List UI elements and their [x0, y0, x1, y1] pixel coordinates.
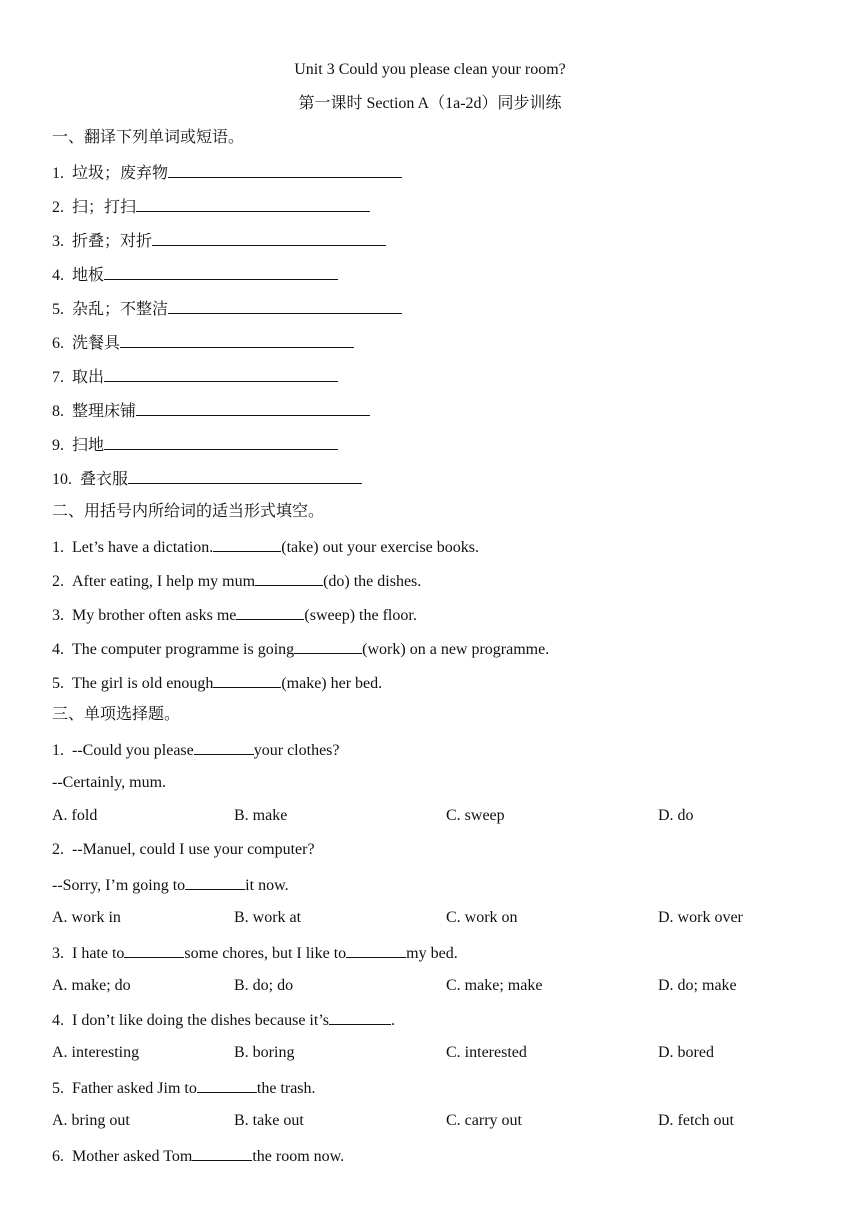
s1-item-4	[52, 264, 338, 286]
option-b[interactable]: B. boring	[234, 1044, 295, 1061]
item-number: 7.	[52, 369, 64, 386]
s3-q1-stem	[52, 739, 340, 761]
answer-blank[interactable]	[120, 332, 354, 348]
item-number: 4.	[52, 1012, 64, 1029]
answer-blank[interactable]	[329, 1009, 391, 1025]
sentence-end: (take) out your exercise books.	[281, 539, 479, 556]
sentence-start: The computer programme is going	[72, 641, 295, 658]
answer-blank[interactable]	[124, 942, 184, 958]
item-number: 6.	[52, 1148, 64, 1165]
item-text: 取出	[72, 369, 105, 386]
s3-q4-stem	[52, 1009, 395, 1031]
s1-item-2	[52, 196, 370, 218]
option-c[interactable]: C. sweep	[446, 807, 505, 824]
answer-blank[interactable]	[236, 604, 304, 620]
answer-blank[interactable]	[104, 366, 338, 382]
item-text: 扫地	[72, 437, 105, 454]
sentence-start: --Could you please	[72, 742, 194, 759]
item-text: 洗餐具	[72, 335, 121, 352]
option-b[interactable]: B. take out	[234, 1112, 304, 1129]
option-a[interactable]: A. interesting	[52, 1044, 140, 1061]
item-text: 杂乱；不整洁	[72, 301, 169, 318]
s1-item-7	[52, 366, 338, 388]
item-number: 4.	[52, 267, 64, 284]
item-number: 4.	[52, 641, 64, 658]
sentence-end: (do) the dishes.	[323, 573, 422, 590]
sentence-end: (make) her bed.	[281, 675, 383, 692]
sentence-end: the room now.	[252, 1148, 345, 1165]
s3-q2-reply	[52, 874, 289, 896]
item-number: 1.	[52, 742, 64, 759]
sentence-start: After eating, I help my mum	[72, 573, 256, 590]
option-d[interactable]: D. do	[658, 807, 694, 824]
item-text: 地板	[72, 267, 105, 284]
answer-blank[interactable]	[168, 298, 402, 314]
option-a[interactable]: A. fold	[52, 807, 98, 824]
answer-blank[interactable]	[168, 162, 402, 178]
sentence-end: .	[391, 1012, 395, 1029]
sentence-start: I hate to	[72, 945, 125, 962]
answer-blank[interactable]	[136, 400, 370, 416]
answer-blank[interactable]	[104, 264, 338, 280]
s1-item-3	[52, 230, 386, 252]
answer-blank[interactable]	[346, 942, 406, 958]
sentence-start: Father asked Jim to	[72, 1080, 197, 1097]
option-d[interactable]: D. fetch out	[658, 1112, 734, 1129]
answer-blank[interactable]	[194, 739, 254, 755]
s1-item-6	[52, 332, 354, 354]
option-d[interactable]: D. do; make	[658, 977, 737, 994]
s2-item-2	[52, 570, 421, 592]
item-number: 3.	[52, 607, 64, 624]
item-text: 扫；打扫	[72, 199, 137, 216]
item-number: 3.	[52, 233, 64, 250]
answer-blank[interactable]	[255, 570, 323, 586]
option-b[interactable]: B. make	[234, 807, 288, 824]
option-d[interactable]: D. bored	[658, 1044, 714, 1061]
item-number: 5.	[52, 301, 64, 318]
answer-blank[interactable]	[185, 874, 245, 890]
item-number: 1.	[52, 539, 64, 556]
sentence-middle: some chores, but I like to	[184, 945, 347, 962]
item-number: 2.	[52, 573, 64, 590]
page-subtitle: 第一课时 Section A（1a-2d）同步训练	[298, 95, 562, 112]
s2-item-1	[52, 536, 479, 558]
s1-item-5	[52, 298, 402, 320]
item-number: 6.	[52, 335, 64, 352]
option-b[interactable]: B. do; do	[234, 977, 294, 994]
sentence-end: (work) on a new programme.	[362, 641, 550, 658]
sentence-end: it now.	[245, 877, 289, 894]
answer-blank[interactable]	[213, 536, 281, 552]
section2-heading: 二、用括号内所给词的适当形式填空。	[52, 503, 325, 520]
answer-blank[interactable]	[213, 672, 281, 688]
s3-q5-stem	[52, 1077, 316, 1099]
answer-blank[interactable]	[136, 196, 370, 212]
s3-q3-stem	[52, 942, 458, 964]
sentence-end: (sweep) the floor.	[304, 607, 417, 624]
option-d[interactable]: D. work over	[658, 909, 743, 926]
item-number: 2.	[52, 841, 64, 858]
page-title: Unit 3 Could you please clean your room?	[294, 61, 566, 78]
s3-q6-stem	[52, 1145, 344, 1167]
s2-item-4	[52, 638, 549, 660]
s2-item-3	[52, 604, 417, 626]
sentence-start: I don’t like doing the dishes because it’s	[72, 1012, 329, 1029]
sentence-start: The girl is old enough	[72, 675, 214, 692]
answer-blank[interactable]	[104, 434, 338, 450]
question-text: --Manuel, could I use your computer?	[72, 841, 315, 858]
item-number: 2.	[52, 199, 64, 216]
option-a[interactable]: A. make; do	[52, 977, 131, 994]
section1-heading: 一、翻译下列单词或短语。	[52, 129, 245, 146]
option-c[interactable]: C. interested	[446, 1044, 527, 1061]
item-number: 10.	[52, 471, 72, 488]
item-text: 垃圾；废弃物	[72, 165, 169, 182]
section3-heading: 三、单项选择题。	[52, 706, 181, 723]
answer-blank[interactable]	[294, 638, 362, 654]
item-number: 5.	[52, 675, 64, 692]
option-b[interactable]: B. work at	[234, 909, 302, 926]
answer-blank[interactable]	[128, 468, 362, 484]
s1-item-8	[52, 400, 370, 422]
option-c[interactable]: C. make; make	[446, 977, 543, 994]
item-number: 1.	[52, 165, 64, 182]
option-a[interactable]: A. work in	[52, 909, 121, 926]
sentence-end: my bed.	[406, 945, 458, 962]
item-number: 3.	[52, 945, 64, 962]
s1-item-10	[52, 468, 362, 490]
s1-item-9	[52, 434, 338, 456]
option-c[interactable]: C. work on	[446, 909, 518, 926]
sentence-end: your clothes?	[253, 742, 340, 759]
sentence-end: the trash.	[256, 1080, 316, 1097]
item-number: 5.	[52, 1080, 64, 1097]
item-text: 折叠；对折	[72, 233, 153, 250]
item-text: 整理床铺	[72, 403, 137, 420]
option-c[interactable]: C. carry out	[446, 1112, 522, 1129]
item-text: 叠衣服	[80, 471, 129, 488]
sentence-start: Let’s have a dictation.	[72, 539, 214, 556]
answer-blank[interactable]	[197, 1077, 257, 1093]
s3-q2-stem	[52, 840, 315, 860]
s2-item-5	[52, 672, 382, 694]
answer-blank[interactable]	[152, 230, 386, 246]
option-a[interactable]: A. bring out	[52, 1112, 130, 1129]
sentence-start: Mother asked Tom	[72, 1148, 193, 1165]
s3-q1-reply: --Certainly, mum.	[52, 774, 167, 791]
s1-item-1	[52, 162, 402, 184]
sentence-start: --Sorry, I’m going to	[52, 877, 186, 894]
sentence-start: My brother often asks me	[72, 607, 237, 624]
answer-blank[interactable]	[192, 1145, 252, 1161]
item-number: 9.	[52, 437, 64, 454]
item-number: 8.	[52, 403, 64, 420]
